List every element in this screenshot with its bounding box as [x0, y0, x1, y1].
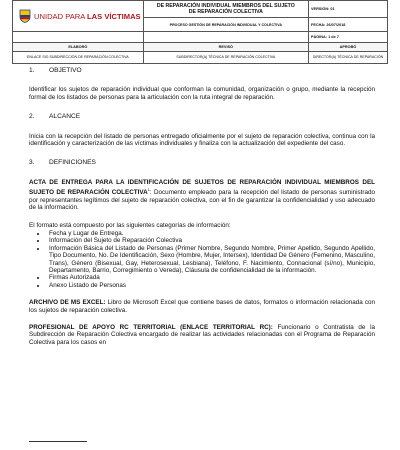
footnote-marker: 1	[147, 187, 150, 193]
value-reviso: SUBDIRECTOR(A) TÉCNICA DE REPARACIÓN COLECTIVA	[143, 52, 308, 64]
logo-text-emphasis: LAS VÍCTIMAS	[87, 11, 141, 21]
spacer-cell	[143, 32, 308, 43]
process-name: PROCESO GESTIÓN DE REPARACIÓN INDIVIDUAL Y COLECTIVA	[143, 18, 308, 32]
document-header-table	[12, 0, 388, 64]
title-line-1: DE REPARACIÓN INDIVIDUAL MIEMBROS DEL SUJETO	[156, 2, 295, 9]
logo-text: UNIDAD PARA LAS VÍCTIMAS	[34, 11, 141, 21]
document-title	[143, 1, 308, 18]
spacer-cell	[13, 32, 144, 43]
label-aprobo: APROBÓ	[309, 43, 388, 52]
excel-definition	[29, 299, 375, 314]
list-item: • Fecha y Lugar de Entrega.	[47, 230, 375, 237]
version-cell: VERSIÓN: 01	[309, 1, 388, 18]
section-title: DEFINICIONES	[49, 159, 96, 167]
alcance-paragraph: Inicia con la recepción del listado de personas entregado oficialmente por el sujeto de reparación colectiva, continua con la identificación y caracterización de las víctimas individuales y finaliza con la actualización del expediente del caso.	[29, 132, 375, 148]
document-body	[29, 67, 375, 356]
colombia-shield-icon	[19, 9, 31, 23]
excel-term: ARCHIVO DE MS EXCEL:	[29, 299, 106, 307]
acta-text: : Documento empleado para la recepción del listado de personas suministrado por representantes legítimos del sujeto de reparación colectiva, con el fin de garantizar la confidencialidad y uso adecuado de la información.	[29, 189, 375, 212]
excel-text: Libro de Microsoft Excel que contiene bases de datos, formatos o información relacionada con los sujetos de reparación colectiva.	[29, 299, 375, 314]
acta-term: ACTA DE ENTREGA PARA LA IDENTIFICACIÓN DE SUJETOS DE REPARACIÓN INDIVIDUAL MIEMBROS DEL SUJETO DE REPARACIÓN COLECTIVA	[29, 178, 375, 197]
page-count-cell: PÁGINA: 1 de 7	[309, 32, 388, 43]
logo-cell	[13, 1, 144, 32]
section-number: 1.	[29, 67, 35, 74]
section-title: ALCANCE	[49, 113, 81, 121]
list-item: • Información del Sujeto de Reparación Colectiva	[47, 237, 375, 244]
objetivo-paragraph: Identificar los sujetos de reparación individual que conforman la comunidad, organización o grupo, mediante la recepción formal de los listados de personas para la articulación con la ruta integral de reparación.	[29, 86, 375, 101]
date-cell: FECHA: 26/07/2018	[309, 18, 388, 32]
acta-definition	[29, 179, 375, 212]
label-reviso: REVISÓ	[143, 43, 308, 52]
section-heading-definiciones	[29, 159, 375, 166]
section-heading-objetivo	[29, 67, 375, 74]
list-item: • Información Básica del Listado de Personas (Primer Nombre, Segundo Nombre, Primer Apellido, Segundo Apellido, Tipo Documento, No. De Identificación, Sexo (Hombre, Mujer, Intersex), Identidad De Género (Femenino, Masculino, Trans), Género (Bisexual, Gay, Heterosexual, Lesbiana), Teléfono, F. Nacimiento, Connacional (sí/no), Municipio, Departamento, Barrio, Corregimiento o Vereda), Cláusula de confidencialidad de la información.	[47, 245, 375, 275]
value-elaboro: ENLACE SIG SUBDIRECCIÓN DE REPARACIÓN COLECTIVA	[13, 52, 144, 64]
section-number: 2.	[29, 113, 35, 121]
title-line-2: DE REPARACIÓN COLECTIVA	[188, 9, 263, 16]
unidad-victimas-logo	[15, 9, 141, 23]
profesional-term: PROFESIONAL DE APOYO RC TERRITORIAL (ENLACE TERRITORIAL RC):	[29, 324, 273, 332]
label-elaboro: ELABORÓ	[13, 43, 144, 52]
section-title: OBJETIVO	[49, 67, 82, 74]
value-aprobo: DIRECTOR(A) TÉCNICA DE REPARACIÓN	[309, 52, 388, 64]
format-intro: El formato está compuesto por las siguientes categorías de información:	[29, 221, 231, 229]
list-item: • Anexo Listado de Personas	[47, 282, 375, 289]
section-number: 3.	[29, 159, 35, 167]
profesional-text: Funcionario o Contratista de la Subdirección de Reparación Colectiva encargado de realizar las actividades relacionadas con el Programa de Reparación Colectiva para los casos en	[29, 324, 375, 346]
profesional-definition	[29, 324, 375, 346]
list-item: • Firmas Autorizada	[47, 274, 375, 281]
footnote-separator	[29, 441, 87, 442]
section-heading-alcance	[29, 113, 375, 120]
format-bullet-list	[29, 230, 375, 289]
